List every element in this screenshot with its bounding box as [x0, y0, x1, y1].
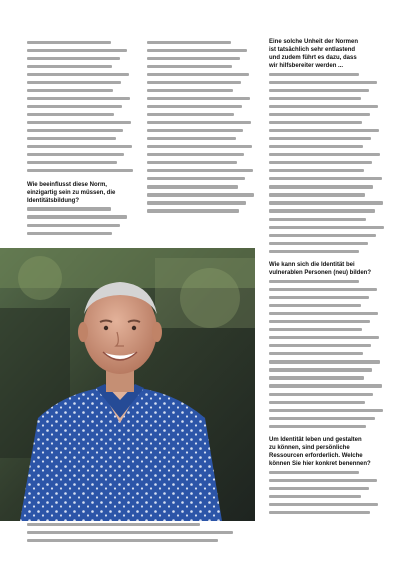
- text-line-placeholder: [27, 41, 111, 44]
- text-line-placeholder: [269, 409, 383, 412]
- text-line-placeholder: [269, 495, 361, 498]
- body-text-line: [147, 102, 255, 110]
- text-line-placeholder: [147, 177, 245, 180]
- text-line-placeholder: [269, 177, 382, 180]
- body-text-line: [269, 135, 385, 143]
- body-text-line: [27, 221, 135, 229]
- text-line-placeholder: [147, 193, 254, 196]
- body-text-line: [269, 277, 385, 285]
- text-line-placeholder: [269, 360, 380, 363]
- body-text-line: [147, 38, 255, 46]
- body-text-line: [269, 310, 385, 318]
- text-line-placeholder: [147, 129, 243, 132]
- text-line-placeholder: [147, 137, 236, 140]
- text-line-placeholder: [27, 531, 233, 534]
- subheading-line: vulnerablen Personen (neu) bilden?: [269, 270, 372, 277]
- body-text-line: [269, 350, 385, 358]
- body-text-line: [269, 151, 385, 159]
- body-text-line: [27, 127, 135, 135]
- body-text-line: [147, 70, 255, 78]
- body-text-line: [27, 205, 135, 213]
- caption-line: [27, 520, 249, 528]
- subheading-line: ist tatsächlich sehr entlastend: [269, 47, 356, 54]
- text-line-placeholder: [27, 105, 122, 108]
- body-text-line: [269, 293, 385, 301]
- text-line-placeholder: [269, 73, 359, 76]
- body-text-line: [269, 167, 385, 175]
- body-text-line: [27, 78, 135, 86]
- text-line-placeholder: [269, 226, 384, 229]
- caption-line: [27, 528, 249, 536]
- subheading-line: können Sie hier konkret benennen?: [269, 461, 371, 468]
- body-text-line: [269, 247, 385, 255]
- text-line-placeholder: [27, 129, 123, 132]
- text-line-placeholder: [27, 49, 127, 52]
- body-text-line: [269, 476, 385, 484]
- body-text-line: [269, 501, 385, 509]
- body-text-line: [269, 86, 385, 94]
- column-3-body-text-3: [269, 468, 385, 516]
- body-text-line: [269, 326, 385, 334]
- text-line-placeholder: [269, 401, 365, 404]
- text-line-placeholder: [147, 169, 253, 172]
- subheading-line: und zudem führt es dazu, dass: [269, 55, 357, 62]
- text-line-placeholder: [269, 105, 378, 108]
- body-text-line: [269, 231, 385, 239]
- text-line-placeholder: [27, 57, 120, 60]
- text-line-placeholder: [27, 65, 112, 68]
- body-text-line: [27, 86, 135, 94]
- subheading-line: wir hilfsbereiter werden ...: [269, 63, 344, 70]
- article-column-3: [269, 38, 385, 517]
- body-text-line: [147, 199, 255, 207]
- subheading-line: Wie kann sich die Identität bei: [269, 262, 355, 269]
- body-text-line: [269, 223, 385, 231]
- body-text-line: [27, 102, 135, 110]
- body-text-line: [147, 167, 255, 175]
- body-text-line: [27, 118, 135, 126]
- body-text-line: [269, 342, 385, 350]
- body-text-line: [269, 239, 385, 247]
- text-line-placeholder: [269, 479, 377, 482]
- body-text-line: [269, 366, 385, 374]
- text-line-placeholder: [269, 242, 368, 245]
- body-text-line: [147, 54, 255, 62]
- column-3-subheading-2: [269, 261, 385, 277]
- body-text-line: [147, 207, 255, 215]
- subheading-line: Wie beeinflusst diese Norm,: [27, 181, 107, 188]
- column-3-body-text-1: [269, 70, 385, 255]
- body-text-line: [147, 94, 255, 102]
- text-line-placeholder: [269, 384, 382, 387]
- body-text-line: [269, 191, 385, 199]
- body-text-line: [269, 127, 385, 135]
- body-text-line: [269, 143, 385, 151]
- text-line-placeholder: [147, 161, 237, 164]
- body-text-line: [269, 199, 385, 207]
- text-line-placeholder: [147, 153, 244, 156]
- text-line-placeholder: [269, 185, 373, 188]
- text-line-placeholder: [147, 65, 232, 68]
- body-text-line: [147, 159, 255, 167]
- text-line-placeholder: [27, 523, 200, 526]
- text-line-placeholder: [269, 250, 359, 253]
- body-text-line: [269, 94, 385, 102]
- body-text-line: [147, 78, 255, 86]
- text-line-placeholder: [147, 89, 233, 92]
- text-line-placeholder: [147, 81, 241, 84]
- text-line-placeholder: [269, 503, 378, 506]
- text-line-placeholder: [269, 234, 376, 237]
- portrait-illustration: [0, 248, 255, 521]
- body-text-line: [269, 207, 385, 215]
- text-line-placeholder: [269, 137, 371, 140]
- body-text-line: [147, 118, 255, 126]
- body-text-line: [147, 151, 255, 159]
- article-column-1: [27, 38, 135, 237]
- text-line-placeholder: [147, 145, 252, 148]
- body-text-line: [269, 382, 385, 390]
- body-text-line: [27, 143, 135, 151]
- body-text-line: [269, 468, 385, 476]
- body-text-line: [27, 110, 135, 118]
- column-3-body-text-2: [269, 277, 385, 430]
- body-text-line: [269, 509, 385, 517]
- text-line-placeholder: [269, 89, 369, 92]
- text-line-placeholder: [27, 113, 114, 116]
- text-line-placeholder: [147, 185, 238, 188]
- text-line-placeholder: [269, 218, 366, 221]
- body-text-line: [27, 159, 135, 167]
- subheading-line: Eine solche Unheit der Normen: [269, 39, 359, 45]
- column-3-subheading-1: [269, 38, 385, 70]
- subheading-line: zu können, sind persönliche: [269, 445, 350, 452]
- body-text-line: [269, 70, 385, 78]
- text-line-placeholder: [27, 145, 132, 148]
- column-1-body-text: [27, 205, 135, 237]
- caption-line: [27, 536, 249, 544]
- body-text-line: [269, 493, 385, 501]
- photo-caption: [27, 520, 249, 544]
- body-text-line: [147, 127, 255, 135]
- text-line-placeholder: [269, 113, 370, 116]
- text-line-placeholder: [269, 304, 361, 307]
- text-line-placeholder: [27, 137, 116, 140]
- text-line-placeholder: [27, 73, 129, 76]
- text-line-placeholder: [147, 57, 240, 60]
- body-text-line: [269, 159, 385, 167]
- body-text-line: [147, 86, 255, 94]
- text-line-placeholder: [269, 336, 379, 339]
- body-text-line: [27, 213, 135, 221]
- portrait-photo: [0, 248, 255, 521]
- text-line-placeholder: [269, 393, 373, 396]
- column-1-intro-text: [27, 38, 135, 175]
- text-line-placeholder: [269, 209, 375, 212]
- body-text-line: [27, 46, 135, 54]
- text-line-placeholder: [27, 153, 124, 156]
- body-text-line: [147, 143, 255, 151]
- text-line-placeholder: [269, 161, 372, 164]
- body-text-line: [27, 62, 135, 70]
- text-line-placeholder: [269, 201, 383, 204]
- body-text-line: [269, 485, 385, 493]
- body-text-line: [269, 334, 385, 342]
- text-line-placeholder: [147, 113, 234, 116]
- body-text-line: [269, 422, 385, 430]
- body-text-line: [269, 398, 385, 406]
- column-3-subheading-3: [269, 436, 385, 468]
- text-line-placeholder: [269, 344, 371, 347]
- text-line-placeholder: [27, 161, 117, 164]
- body-text-line: [27, 94, 135, 102]
- text-line-placeholder: [269, 153, 380, 156]
- subheading-line: Um Identität leben und gestalten: [269, 437, 362, 444]
- text-line-placeholder: [147, 105, 242, 108]
- body-text-line: [269, 102, 385, 110]
- text-line-placeholder: [269, 425, 366, 428]
- text-line-placeholder: [269, 121, 362, 124]
- body-text-line: [269, 414, 385, 422]
- body-text-line: [147, 110, 255, 118]
- body-text-line: [147, 62, 255, 70]
- text-line-placeholder: [147, 121, 251, 124]
- text-line-placeholder: [27, 215, 127, 218]
- text-line-placeholder: [27, 89, 113, 92]
- body-text-line: [27, 135, 135, 143]
- text-line-placeholder: [147, 97, 250, 100]
- text-line-placeholder: [147, 41, 231, 44]
- text-line-placeholder: [27, 207, 111, 210]
- body-text-line: [27, 229, 135, 237]
- text-line-placeholder: [147, 209, 239, 212]
- body-text-line: [27, 38, 135, 46]
- body-text-line: [147, 183, 255, 191]
- text-line-placeholder: [269, 169, 364, 172]
- text-line-placeholder: [269, 376, 364, 379]
- text-line-placeholder: [269, 97, 361, 100]
- body-text-line: [27, 70, 135, 78]
- text-line-placeholder: [27, 232, 112, 235]
- body-text-line: [269, 183, 385, 191]
- text-line-placeholder: [269, 145, 363, 148]
- text-line-placeholder: [269, 328, 362, 331]
- text-line-placeholder: [269, 511, 370, 514]
- text-line-placeholder: [269, 129, 379, 132]
- article-column-2: [147, 38, 255, 215]
- body-text-line: [147, 46, 255, 54]
- body-text-line: [269, 318, 385, 326]
- text-line-placeholder: [269, 368, 372, 371]
- text-line-placeholder: [269, 193, 365, 196]
- text-line-placeholder: [27, 224, 120, 227]
- text-line-placeholder: [269, 81, 377, 84]
- text-line-placeholder: [269, 312, 378, 315]
- text-line-placeholder: [269, 320, 370, 323]
- body-text-line: [27, 167, 135, 175]
- body-text-line: [269, 215, 385, 223]
- body-text-line: [269, 118, 385, 126]
- text-line-placeholder: [269, 487, 369, 490]
- subheading-line: Identitätsbildung?: [27, 197, 79, 204]
- subheading-line: Ressourcen erforderlich. Welche: [269, 453, 363, 460]
- text-line-placeholder: [147, 49, 247, 52]
- body-text-line: [269, 390, 385, 398]
- text-line-placeholder: [269, 296, 369, 299]
- body-text-line: [27, 54, 135, 62]
- body-text-line: [147, 175, 255, 183]
- text-line-placeholder: [27, 121, 131, 124]
- body-text-line: [269, 358, 385, 366]
- text-line-placeholder: [27, 539, 218, 542]
- text-line-placeholder: [269, 352, 363, 355]
- text-line-placeholder: [147, 73, 249, 76]
- body-text-line: [269, 406, 385, 414]
- text-line-placeholder: [269, 417, 375, 420]
- body-text-line: [27, 151, 135, 159]
- text-line-placeholder: [27, 169, 133, 172]
- text-line-placeholder: [269, 288, 377, 291]
- body-text-line: [269, 285, 385, 293]
- body-text-line: [269, 302, 385, 310]
- text-line-placeholder: [27, 81, 121, 84]
- body-text-line: [269, 110, 385, 118]
- text-line-placeholder: [27, 97, 130, 100]
- body-text-line: [269, 175, 385, 183]
- body-text-line: [147, 191, 255, 199]
- body-text-line: [269, 374, 385, 382]
- body-text-line: [269, 78, 385, 86]
- column-2-body-text: [147, 38, 255, 215]
- text-line-placeholder: [269, 471, 359, 474]
- column-1-subheading: [27, 181, 135, 205]
- body-text-line: [147, 135, 255, 143]
- text-line-placeholder: [269, 280, 359, 283]
- text-line-placeholder: [147, 201, 246, 204]
- subheading-line: einzigartig sein zu müssen, die: [27, 189, 116, 196]
